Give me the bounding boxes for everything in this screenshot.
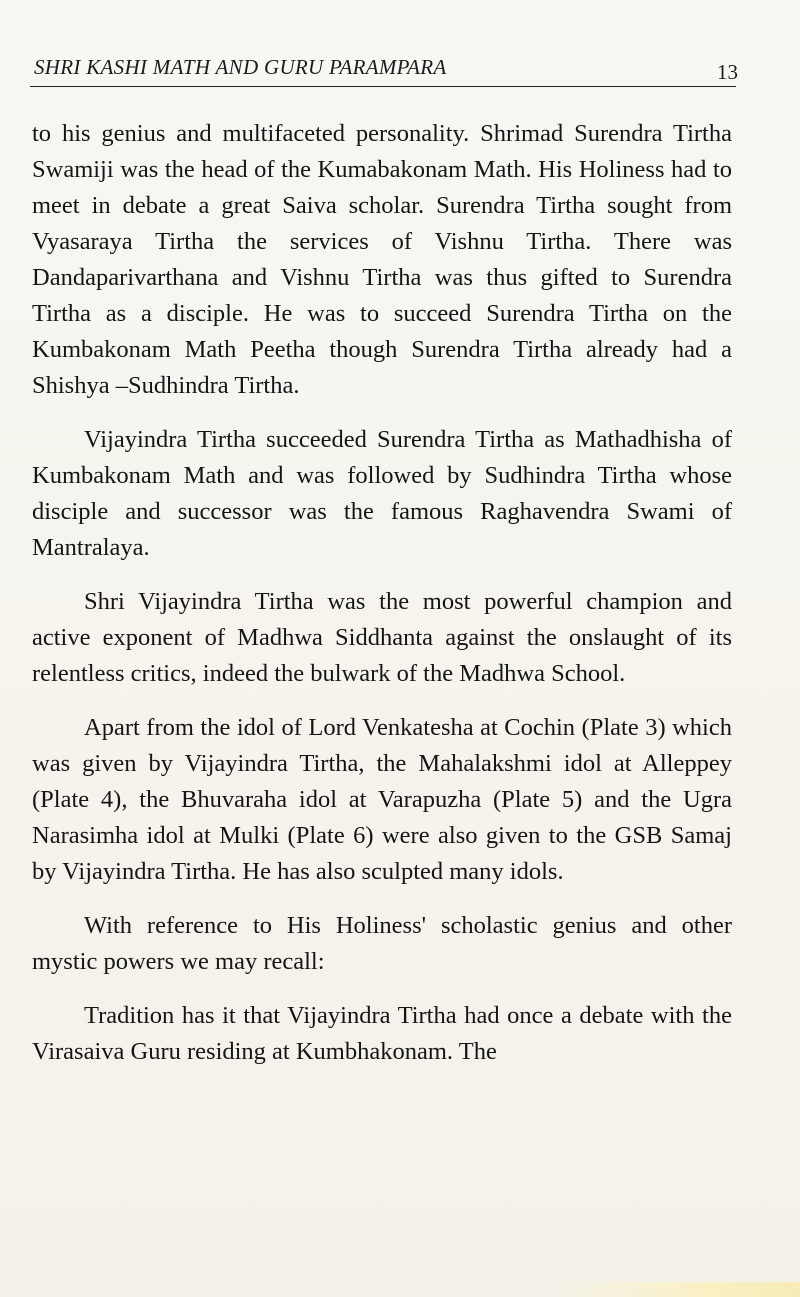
body-text [32, 116, 732, 1088]
paragraph-reference: With reference to His Holiness' scholastic genius and other mystic powers we may recall: [32, 912, 732, 975]
paragraph-succession: Vijayindra Tirtha succeeded Surendra Tirtha as Mathadhisha of Kumbakonam Math and was followed by Sudhindra Tirtha whose disciple and successor was the famous Raghavendra Swami of Mantralaya. [32, 426, 732, 561]
paragraph-champion: Shri Vijayindra Tirtha was the most powerful champion and active exponent of Madhwa Siddhanta against the onslaught of its relentless critics, indeed the bulwark of the Madhwa School. [32, 588, 732, 687]
paragraph-continuation: to his genius and multifaceted personality. Shrimad Surendra Tirtha Swamiji was the head of the Kumabakonam Math. His Holiness had to meet in debate a great Saiva scholar. Surendra Tirtha sought from Vyasaraya Tirtha the services of Vishnu Tirtha. There was Dandaparivarthana and Vishnu Tirtha was thus gifted to Surendra Tirtha as a disciple. He was to succeed Surendra Tirtha on the Kumbakonam Math Peetha though Surendra Tirtha already had a Shishya –Sudhindra Tirtha. [32, 120, 732, 399]
header-rule [30, 86, 736, 87]
paragraph-tradition: Tradition has it that Vijayindra Tirtha had once a debate with the Virasaiva Guru residing at Kumbhakonam. The [32, 1002, 732, 1065]
paragraph-idols: Apart from the idol of Lord Venkatesha at Cochin (Plate 3) which was given by Vijayindra Tirtha, the Mahalakshmi idol at Alleppey (Plate 4), the Bhuvaraha idol at Varapuzha (Plate 5) and the Ugra Narasimha idol at Mulki (Plate 6) were also given to the GSB Samaj by Vijayindra Tirtha. He has also sculpted many idols. [32, 714, 732, 885]
page-number: 13 [717, 60, 738, 84]
page-header [28, 50, 738, 90]
running-title: SHRI KASHI MATH AND GURU PARAMPARA [34, 55, 447, 79]
page-edge-tint [560, 1282, 800, 1297]
